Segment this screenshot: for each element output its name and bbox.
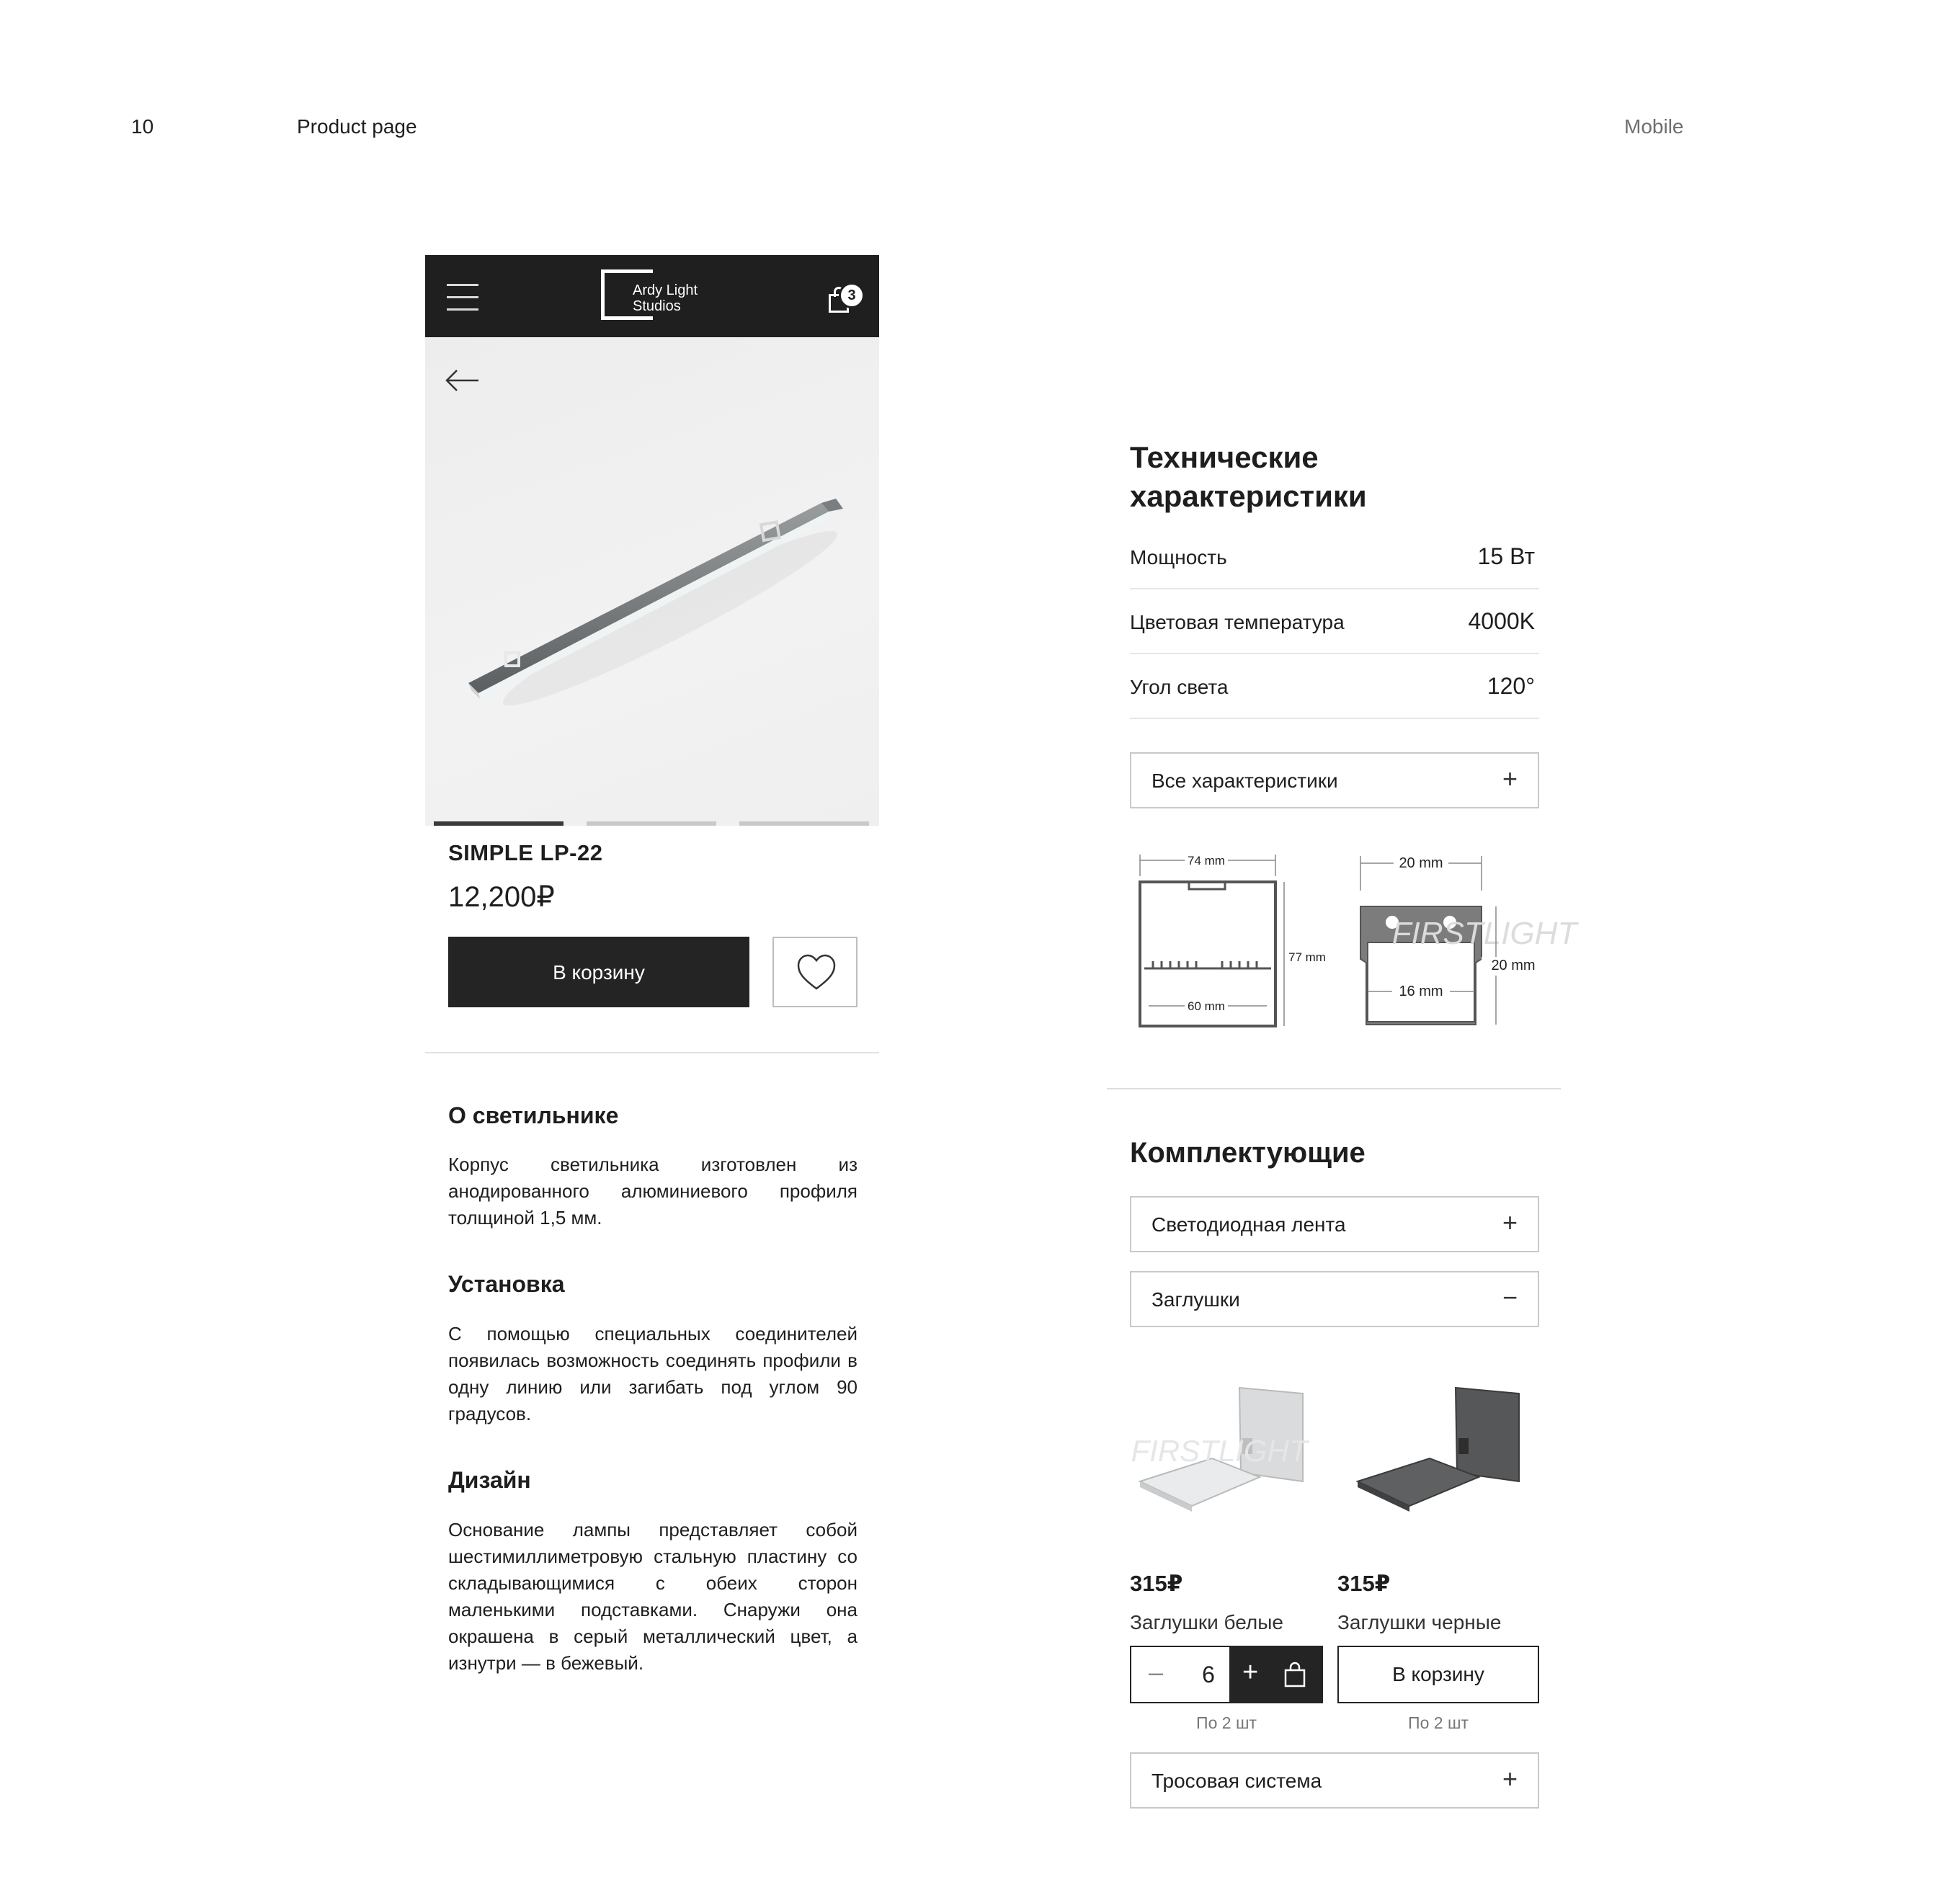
profile-drawing-b: [1355, 847, 1577, 1038]
spec-value: 4000K: [1468, 608, 1535, 634]
cart-count-badge: 3: [839, 282, 865, 308]
accessories-title: Комплектующие: [1130, 1137, 1366, 1169]
menu-icon[interactable]: [447, 284, 478, 311]
favorite-button[interactable]: [772, 937, 858, 1007]
cart-button[interactable]: [826, 282, 855, 317]
accordion-label: Заглушки: [1152, 1288, 1240, 1311]
pack-hint: По 2 шт: [1408, 1713, 1469, 1732]
dim-height-b: 20 mm: [1491, 958, 1536, 973]
product-name: SIMPLE LP-22: [448, 840, 603, 865]
plus-icon: +: [1502, 1208, 1518, 1237]
add-to-cart-button[interactable]: В корзину: [1337, 1646, 1539, 1703]
product-image: [454, 467, 858, 705]
accessory-name: Заглушки белые: [1130, 1611, 1283, 1633]
dim-inner-b: 16 mm: [1399, 984, 1443, 999]
profile-drawing-a: [1131, 847, 1326, 1038]
heart-icon: [774, 938, 859, 1009]
shopping-bag-icon[interactable]: [1283, 1660, 1307, 1689]
increment-add-group: [1229, 1647, 1323, 1702]
accordion-label: Светодиодная лента: [1152, 1213, 1346, 1236]
brand-logo[interactable]: [601, 269, 709, 324]
accessory-name: Заглушки черные: [1337, 1611, 1502, 1633]
gallery-dot[interactable]: [587, 821, 716, 826]
accordion-led-strip[interactable]: [1130, 1196, 1539, 1252]
minus-icon: −: [1502, 1283, 1518, 1312]
spec-row: [1130, 589, 1539, 654]
logo-line1: Ardy Light: [633, 282, 698, 298]
divider: [425, 1052, 879, 1053]
gallery-dot[interactable]: [434, 821, 564, 826]
accordion-end-caps[interactable]: [1130, 1271, 1539, 1327]
pack-hint: По 2 шт: [1196, 1713, 1257, 1732]
about-title: О светильнике: [448, 1102, 619, 1128]
all-specs-accordion[interactable]: [1130, 752, 1539, 808]
dim-inner-a: 60 mm: [1188, 999, 1225, 1013]
dim-width-a: 74 mm: [1188, 854, 1225, 868]
install-text: С помощью специальных соединителей появилась возможность соединять профили в одну линию или загибать под углом 90 градусов.: [448, 1323, 858, 1424]
add-to-cart-button[interactable]: В корзину: [448, 937, 749, 1007]
dim-width-b: 20 mm: [1399, 855, 1443, 871]
quantity-stepper: [1130, 1646, 1323, 1703]
quantity-value[interactable]: 6: [1202, 1662, 1215, 1687]
device-label: Mobile: [1624, 115, 1684, 138]
spec-value: 120°: [1487, 673, 1535, 699]
install-title: Установка: [448, 1271, 565, 1297]
design-title: Дизайн: [448, 1467, 531, 1493]
product-gallery[interactable]: [425, 337, 879, 826]
spec-value: 15 Вт: [1477, 543, 1535, 569]
spec-label: Угол света: [1130, 676, 1229, 698]
product-price: 12,200₽: [448, 881, 555, 913]
top-nav-bar: [425, 255, 879, 337]
spec-label: Цветовая температура: [1130, 611, 1345, 633]
watermark: FIRSTLIGHT: [1391, 916, 1577, 951]
accordion-cable-system[interactable]: [1130, 1752, 1539, 1809]
gallery-dot[interactable]: [739, 821, 869, 826]
page-number: 10: [131, 115, 154, 138]
accessory-price: 315₽: [1130, 1571, 1183, 1596]
dim-height-a: 77 mm: [1288, 950, 1326, 964]
gallery-indicators: [434, 821, 870, 826]
accordion-label: Тросовая система: [1152, 1770, 1322, 1792]
plus-icon: +: [1502, 764, 1518, 793]
spec-label: Мощность: [1130, 546, 1227, 568]
accessory-price: 315₽: [1337, 1571, 1391, 1596]
spec-row: [1130, 654, 1539, 719]
divider: [1107, 1088, 1561, 1089]
decrement-button[interactable]: –: [1149, 1657, 1164, 1687]
end-cap-white-image: [1133, 1381, 1313, 1525]
watermark: FIRSTLIGHT: [1131, 1434, 1308, 1468]
design-text: Основание лампы представляет собой шестимиллиметровую стальную пластину со складывающимися с обеих сторон маленькими подставками. Снаружи она окрашена в серый металлический цвет, а изнутри — в бежевый.: [448, 1519, 858, 1674]
page-title: Product page: [297, 115, 417, 138]
mobile-product-screen: [425, 255, 879, 826]
back-arrow-icon[interactable]: [444, 366, 480, 395]
end-cap-black-image: [1340, 1381, 1528, 1525]
increment-button[interactable]: +: [1242, 1657, 1259, 1687]
accordion-label: Все характеристики: [1152, 770, 1338, 792]
logo-line2: Studios: [633, 298, 681, 314]
plus-icon: +: [1502, 1764, 1518, 1793]
specs-title: Технические характеристики: [1130, 440, 1367, 513]
spec-row: [1130, 525, 1539, 589]
about-text: Корпус светильника изготовлен из анодированного алюминиевого профиля толщиной 1,5 мм.: [448, 1154, 858, 1229]
